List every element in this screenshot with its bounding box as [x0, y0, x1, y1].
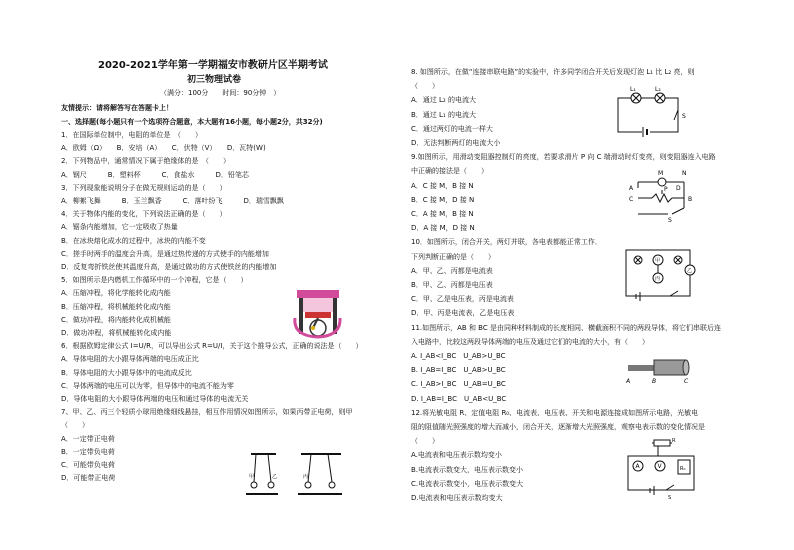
photoresistor-circuit-figure	[622, 440, 702, 500]
q12-label-a: A	[635, 463, 640, 470]
q8-label-l1: L₁	[630, 86, 636, 93]
q9-label-a: A	[629, 185, 634, 192]
right_lines-line: B.电流表示数变大，电压表示数变小	[411, 465, 524, 474]
q11-label-c: C	[684, 378, 689, 385]
right_lines-line: C．甲、乙是电压表，丙是电流表	[411, 295, 514, 304]
q12-label-r: R	[672, 438, 676, 444]
engine-figure	[293, 288, 343, 338]
left_lines-line: D．可能带正电荷	[61, 474, 116, 483]
left_lines-line: 2．下列物品中，通常情况下属于绝缘体的是 （ ）	[61, 157, 230, 166]
q9-label-d: D	[676, 185, 681, 192]
right_lines-line: D．无法判断两灯的电流大小	[411, 139, 501, 147]
parallel-circuit-figure	[622, 244, 702, 302]
right_lines-line: （ ）	[411, 82, 439, 91]
right_lines-line: B．甲、乙、丙都是电压表	[411, 281, 493, 289]
left_lines-line: C．搓手时两手的温度会升高，是通过热传递的方式使手的内能增加	[61, 249, 269, 258]
q10-label-0: 甲	[655, 258, 661, 264]
right_lines-line: B．通过 L₁ 的电流大	[411, 110, 476, 119]
q8-label-s: S	[682, 113, 686, 120]
q9-label-s: S	[668, 217, 672, 224]
q12-label-s: S	[668, 495, 672, 501]
right_lines-line: 下列判断正确的是（ ）	[411, 252, 495, 261]
left_lines-line: A．锯条内能增加，它一定吸收了热量	[61, 223, 178, 232]
q9-label-c: C	[629, 196, 634, 203]
left_lines-line: D．反复弯折铁丝使其温度升高，是通过做功的方式使铁丝的内能增加	[61, 263, 277, 271]
q11-label-a: A	[626, 378, 631, 385]
q9-label-n: N	[682, 170, 687, 177]
right_lines-line: 9.如图所示，用滑动变阻器控制灯的亮度，若要求滑片 P 向 C 端滑动时灯变亮，则变阻器连入电路	[411, 153, 716, 162]
right_lines-line: D.电流表和电压表示数均变大	[411, 494, 503, 502]
right_lines-line: C.电流表示数变小，电压表示数变大	[411, 479, 524, 488]
right_lines-line: B. I_AB=I_BC U_AB>U_BC	[411, 366, 506, 375]
series-circuit-figure	[612, 88, 692, 138]
left_lines-line: A．压缩冲程，将化学能转化成内能	[61, 289, 171, 298]
left_lines-line: B．在冰块熔化成水的过程中，冰块的内能不变	[61, 236, 206, 245]
left_lines-line: 1．在国际单位制中，电阻的单位是 （ ）	[61, 131, 202, 139]
left_lines-line: B．压缩冲程，将机械能转化成内能	[61, 302, 171, 311]
q8-label-l2: L₂	[655, 86, 661, 93]
exam-subtitle: 初三物理试卷	[187, 75, 242, 85]
left_lines-line: D．导体电阻的大小跟导体两端的电压和通过导体的电流无关	[61, 395, 249, 403]
right_lines-line: B．C 接 M，D 接 N	[411, 195, 475, 204]
right_lines-line: A．甲、乙、丙都是电流表	[411, 266, 493, 275]
right_lines-line: 中正确的接法是（ ）	[411, 167, 488, 176]
right_lines-line: 10．如图所示，闭合开关，两灯并联，各电表都能正常工作．	[411, 238, 602, 247]
q10-label-2: 丙	[655, 276, 661, 282]
exam-meta: （满分：100分 时间：90分钟 ）	[160, 89, 281, 97]
left_lines-line: C．导体两端的电压可以为零，但导体中的电流不能为零	[61, 381, 234, 390]
right_lines-line: 12.将光敏电阻 R、定值电阻 R₀、电流表、电压表、开关和电源连接成如图所示电路，光敏电	[411, 408, 699, 417]
exam-title: 2020-2021学年第一学期福安市教研片区半期考试	[98, 60, 328, 71]
right_lines-line: 11.如图所示，AB 和 BC 是由同种材料制成的长度相同、横截面积不同的两段导体，将它们串联后连	[411, 323, 721, 332]
q9-label-m: M	[658, 170, 664, 177]
left_lines-line: B．一定带负电荷	[61, 447, 115, 456]
left_lines-line: B．导体电阻的大小跟导体中的电流成反比	[61, 368, 192, 377]
left_lines-line: D．做功冲程，将机械能转化成内能	[61, 329, 172, 337]
right_lines-line: C. I_AB>I_BC U_AB=U_BC	[411, 380, 506, 389]
rheostat-circuit-figure	[628, 172, 703, 222]
q7-label-0: 甲	[249, 474, 255, 480]
q12-label-r0: R₀	[680, 466, 686, 472]
left_lines-line: A．欧姆（Ω） B．安培（A） C．伏特（V） D．瓦特(W)	[61, 144, 266, 153]
q7-label-2: 丙	[303, 474, 309, 480]
exam-tip: 友情提示：请将解答写在答题卡上！	[61, 104, 173, 112]
right_lines-line: D. I_AB=I_BC U_AB<U_BC	[411, 394, 507, 403]
left_lines-line: A．柳絮飞舞 B．玉兰飘香 C．落叶纷飞 D．瑞雪飘飘	[61, 197, 284, 205]
right_lines-line: A．C 接 M，B 接 N	[411, 181, 474, 190]
right_lines-line: 阻的阻值随光照强度的增大而减小，闭合开关，逐渐增大光照强度，观察电表示数的变化情况是	[411, 423, 705, 431]
section-heading: 一、选择题(每小题只有一个选项符合题意，本大题有16小题，每小题2分，共32分)	[61, 118, 323, 126]
left_lines-line: 6．根据欧姆定律公式 I=U/R，可以导出公式 R=U/I，关于这个推导公式，正确的说法是（ ）	[61, 342, 363, 351]
q9-label-b: B	[688, 196, 693, 203]
right_lines-line: A．通过 L₂ 的电流大	[411, 96, 476, 105]
left_lines-line: 3．下列现象能说明分子在做无规则运动的是（ ）	[61, 183, 227, 192]
right_lines-line: A. I_AB<I_BC U_AB>U_BC	[411, 352, 506, 360]
right_lines-line: （ ）	[411, 437, 439, 446]
left_lines-line: A．导体电阻的大小跟导体两端的电压成正比	[61, 355, 199, 364]
left_lines-line: 4．关于物体内能的变化，下列说法正确的是（ ）	[61, 210, 227, 219]
right_lines-line: 入电路中，比较这两段导体两端的电压及通过它们的电流的大小，有（ ）	[411, 337, 649, 346]
left_lines-line: （ ）	[61, 421, 89, 430]
right_lines-line: D．A 接 M，D 接 N	[411, 224, 475, 233]
left_lines-line: A．一定带正电荷	[61, 434, 115, 443]
q12-label-v: V	[657, 463, 662, 470]
q11-label-b: B	[652, 378, 657, 385]
conductor-figure	[624, 355, 694, 385]
left_lines-line: C．可能带负电荷	[61, 461, 115, 469]
q9-label-p: P	[664, 186, 668, 193]
q10-label-1: 乙	[687, 268, 693, 274]
charged-balls-figure	[246, 452, 346, 497]
q7-label-1: 乙	[272, 474, 278, 480]
left_lines-line: 7、甲、乙、丙三个轻质小球用绝缘细线悬挂，相互作用情况如图所示，如果丙带正电荷，则甲	[61, 408, 353, 417]
right_lines-line: D．甲、丙是电流表，乙是电压表	[411, 309, 515, 318]
right_lines-line: A.电流表和电压表示数均变小	[411, 451, 502, 460]
left_lines-line: 5．如图所示是内燃机工作循环中的一个冲程，它是（ ）	[61, 276, 248, 285]
right_lines-line: 8. 如图所示，在做“连接串联电路”的实验中，许多同学闭合开关后发现灯泡 L₁ 比 L₂ 亮，则	[411, 68, 695, 76]
left_lines-line: A．钢尺 B．塑料杯 C．食盐水 D．铅笔芯	[61, 170, 249, 179]
right_lines-line: C．A 接 M，B 接 N	[411, 210, 474, 218]
right_lines-line: C．通过两灯的电流一样大	[411, 124, 493, 133]
left_lines-line: C．做功冲程，将内能转化成机械能	[61, 315, 171, 324]
